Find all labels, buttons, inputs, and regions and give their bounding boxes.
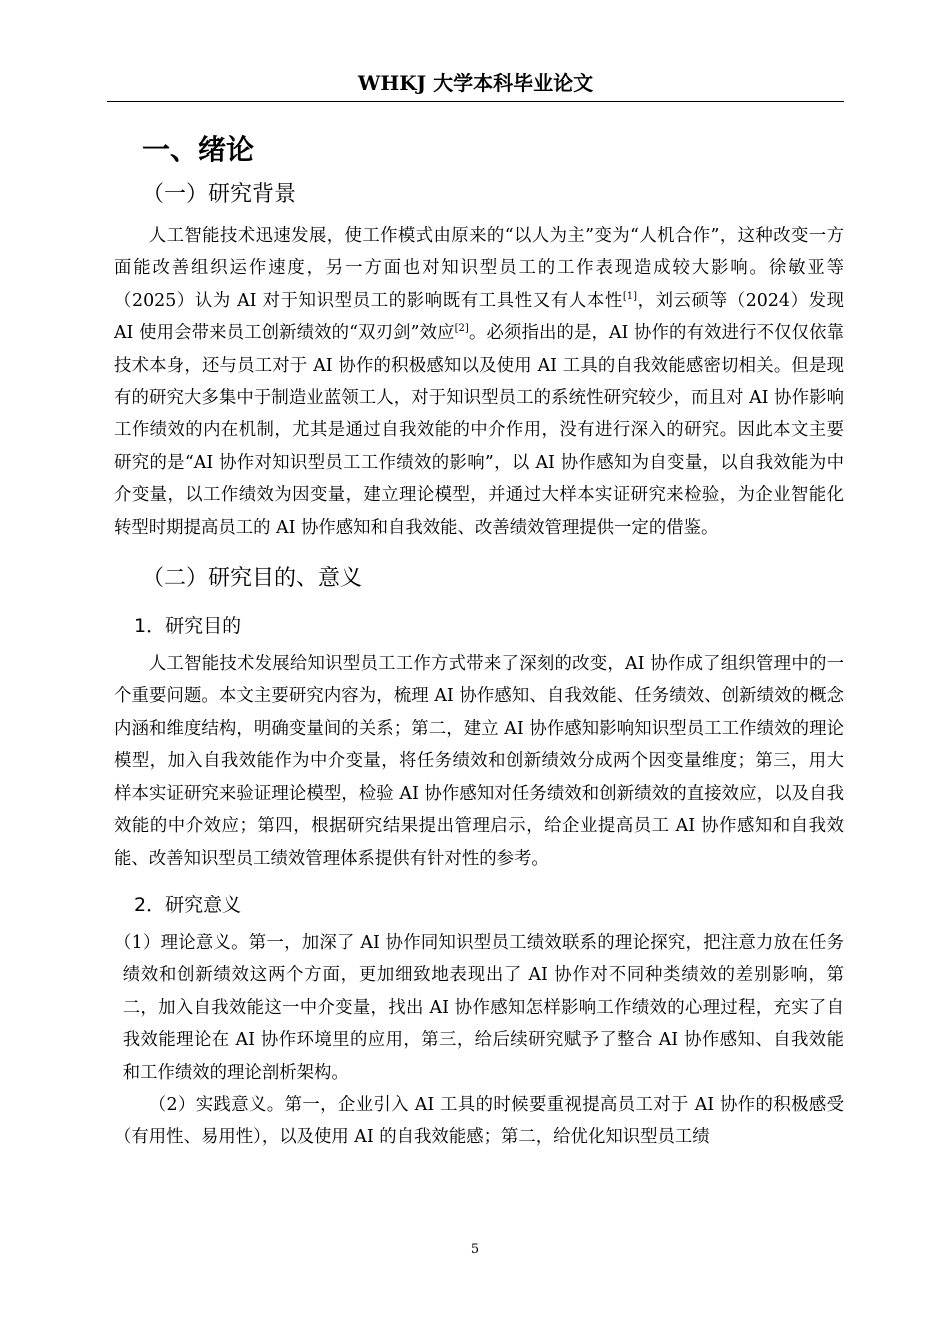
background-text-c: 。必须指出的是，AI 协作的有效进行不仅仅依靠技术本身，还与员工对于 AI 协作的积极感知以及使用 AI 工具的自我效能感密切相关。但是现有的研究大多集中于制造业蓝领工人，对于知识型员工的系统性研究较少，而且对 AI 协作影响工作绩效的内在机制，尤其是通过自我效能的中介作用，没有进行深入的研究。因此本文主要研究的是“AI 协作对知识型员工工作绩效的影响”，以 AI 协作感知为自变量，以自我效能为中介变量，以工作绩效为因变量，建立理论模型，并通过大样本实证研究来检验，为企业智能化转型时期提高员工的 AI 协作感知和自我效能、改善绩效管理提供一定的借鉴。 (114, 323, 844, 538)
background-text-a: 人工智能技术迅速发展，使工作模式由原来的“以人为主”变为“人机合作”，这种改变一方面能改善组织运作速度，另一方面也对知识型员工的工作表现造成较大影响。徐敏亚等（2025）认为 AI 对于知识型员工的影响既有工具性又有人本性 (114, 226, 844, 311)
chapter-title: 一、绪论 (142, 133, 255, 166)
running-header: WHKJ 大学本科毕业论文 (357, 71, 594, 95)
subsection-title-purpose: 1．研究目的 (134, 615, 242, 638)
citation-1[interactable]: [1] (622, 290, 638, 302)
practice-significance-paragraph: （2）实践意义。第一，企业引入 AI 工具的时候要重视提高员工对于 AI 协作的积极感受（有用性、易用性），以及使用 AI 的自我效能感；第二，给优化知识型员工绩 (114, 1094, 844, 1148)
purpose-paragraph: 人工智能技术发展给知识型员工工作方式带来了深刻的改变，AI 协作成了组织管理中的一个重要问题。本文主要研究内容为，梳理 AI 协作感知、自我效能、任务绩效、创新绩效的概念内涵和维度结构，明确变量间的关系；第二，建立 AI 协作感知影响知识型员工工作绩效的理论模型，加入自我效能作为中介变量，将任务绩效和创新绩效分成两个因变量维度；第三，用大样本实证研究来验证理论模型，检验 AI 协作感知对任务绩效和创新绩效的直接效应，以及自我效能的中介效应；第四，根据研究结果提出管理启示，给企业提高员工 AI 协作感知和自我效能、改善知识型员工绩效管理体系提供有针对性的参考。 (114, 654, 844, 869)
section-title-purpose: （二）研究目的、意义 (142, 566, 363, 592)
background-paragraph (114, 220, 844, 544)
section-title-background: （一）研究背景 (142, 182, 297, 207)
page-number: 5 (470, 1242, 480, 1257)
header-rule (107, 101, 844, 102)
theory-significance-paragraph: （1）理论意义。第一，加深了 AI 协作同知识型员工绩效联系的理论探究，把注意力放在任务绩效和创新绩效这两个方面，更加细致地表现出了 AI 协作对不同种类绩效的差别影响，第二，加入自我效能这一中介变量，找出 AI 协作感知怎样影响工作绩效的心理过程，充实了自我效能理论在 AI 协作环境里的应用，第三，给后续研究赋予了整合 AI 协作感知、自我效能和工作绩效的理论剖析架构。 (114, 932, 844, 1083)
subsection-title-significance: 2．研究意义 (134, 893, 242, 916)
background-text-b: ，刘云硕等（2024）发现 AI 使用会带来员工创新绩效的“双刃剑”效应 (114, 290, 845, 344)
page-body (114, 128, 844, 1154)
citation-2[interactable]: [2] (454, 323, 469, 335)
